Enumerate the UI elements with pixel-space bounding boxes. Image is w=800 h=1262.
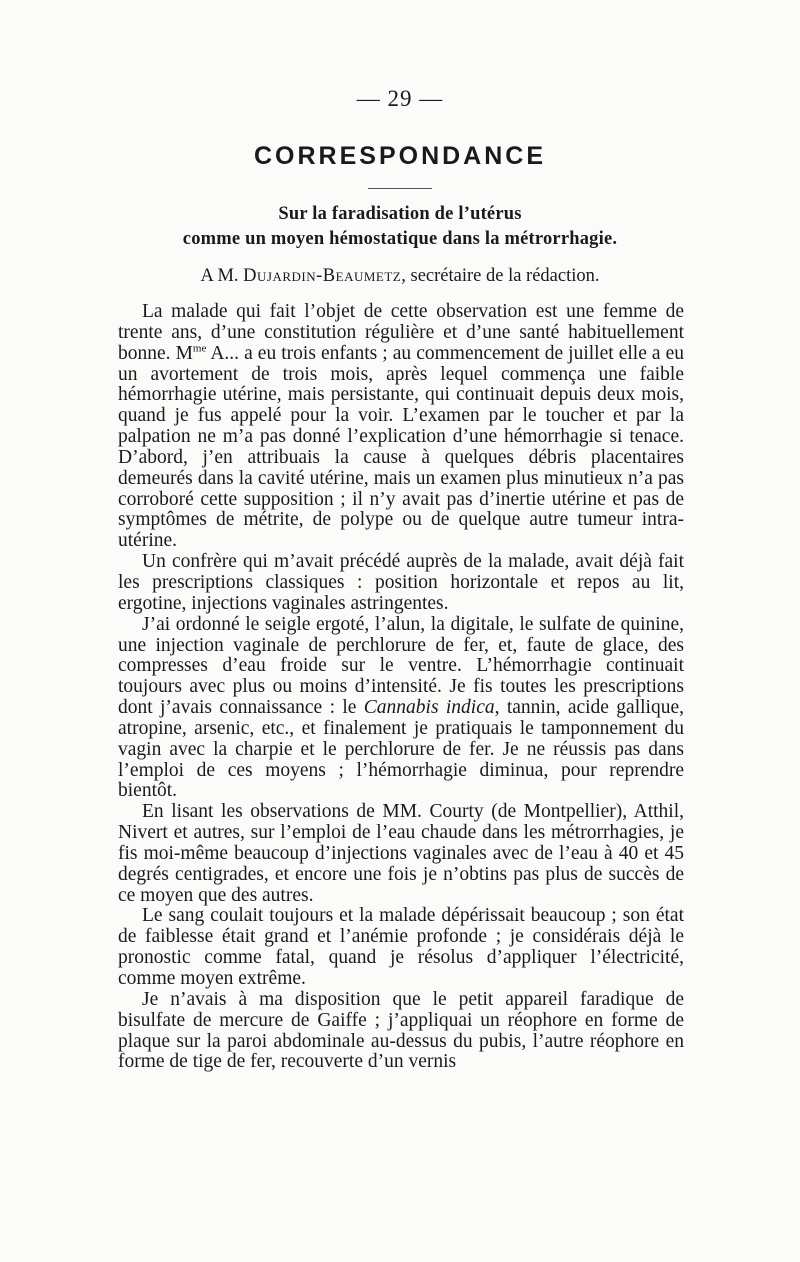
- paragraph-3-text-a: J’ai ordonné le seigle ergoté, l’alun, la digitale, le sulfate de quinine, une injection vaginale de perchlorure de fer, et, faute de glace, des compresses d’eau froide sur le ventre. L’hémorrhagie continuait toujours avec plus ou moins d’intensité. Je fis toutes les prescriptions dont j’avais connaissance : le: [118, 613, 684, 719]
- paragraph-1-text-b: A... a eu trois enfants ; au commencement de juillet elle a eu un avortement de trois mois, après lequel commença une faible hémorrhagie utérine, mais persistante, qui continuait depuis deux mois, quand je fus appelé pour la voir. L’examen par le toucher et par la palpation ne m’a pas donné l’explication d’une hémorrhagie si tenace. D’abord, j’en attribuais la cause à quelques débris placentaires demeurés dans la cavité utérine, mais un examen plus minutieux n’a pas corroboré cette supposition ; il n’y avait pas d’inertie utérine et pas de symptômes de métrite, de polype ou de quelque autre tumeur intra-utérine.: [118, 342, 684, 552]
- paragraph-2: Un confrère qui m’avait précédé auprès de la malade, avait déjà fait les prescriptions classiques : position horizontale et repos au lit, ergotine, injections vaginales astringentes.: [118, 551, 684, 614]
- paragraph-3-text-b: , tannin, acide gallique, atropine, arsenic, etc., et finalement je pratiquais le tamponnement du vagin avec la charpie et le perchlorure de fer. Je ne réussis pas dans l’emploi de ces moyens ; l’hémorrhagie diminua, pour reprendre bientôt.: [118, 697, 684, 802]
- article-title-line-1: Sur la faradisation de l’utérus: [278, 204, 522, 224]
- italic-term: Cannabis indica: [363, 697, 495, 719]
- title-abbreviation-sup: me: [192, 342, 207, 355]
- page-number: — 29 —: [356, 86, 444, 111]
- paragraph-5: Le sang coulait toujours et la malade dépérissait beaucoup ; son état de faiblesse était grand et l’anémie profonde ; je considérais déjà le pronostic comme fatal, quand je résolus d’appliquer l’électricité, comme moyen extrême.: [118, 905, 684, 989]
- paragraph-3: [118, 615, 684, 803]
- paragraph-4: En lisant les observations de MM. Courty (de Montpellier), Atthil, Nivert et autres, sur l’emploi de l’eau chaude dans les métrorrhagies, je fis moi-même beaucoup d’injections vaginales avec de l’eau à 40 et 45 degrés centigrades, et encore une fois je n’obtins pas plus de succès de ce moyen que des autres.: [118, 801, 684, 906]
- address-suffix: , secrétaire de la rédaction.: [401, 266, 600, 286]
- article-title-line-2: comme un moyen hémostatique dans la métrorrhagie.: [182, 229, 618, 249]
- paragraph-6: Je n’avais à ma disposition que le petit appareil faradique de bisulfate de mercure de Gaiffe ; j’appliquai un réophore en forme de plaque sur la paroi abdominale au-dessus du pubis, l’autre réophore en forme de tige de fer, recouverte d’un vernis: [118, 988, 684, 1073]
- paragraph-1-text-a: La malade qui fait l’objet de cette observation est une femme de trente ans, d’une constitution régulière et d’une santé habituellement bonne. M: [118, 301, 684, 364]
- section-heading: CORRESPONDANCE: [253, 142, 547, 170]
- paragraph-1: [118, 302, 684, 552]
- divider-rule: [368, 188, 432, 189]
- address-line: [0, 266, 800, 287]
- addressee-name: Dujardin-Beaumetz: [243, 266, 402, 286]
- address-prefix: A M.: [200, 266, 244, 286]
- letter-body: [118, 302, 684, 1073]
